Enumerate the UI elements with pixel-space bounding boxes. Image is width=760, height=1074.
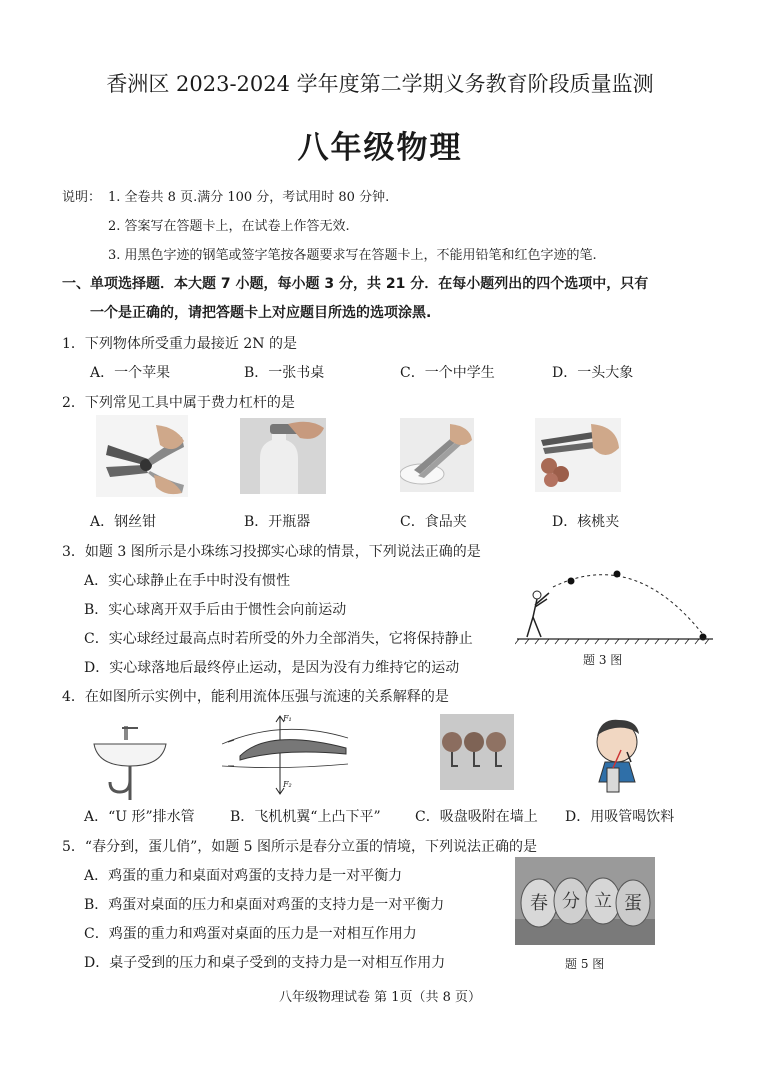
page-footer: 八年级物理试卷 第 1页（共 8 页）: [278, 990, 482, 1005]
note-1: 1. 全卷共 8 页.满分 100 分，考试用时 80 分钟.: [108, 190, 390, 205]
figure-5-caption: 题 5 图: [565, 957, 605, 971]
question-2-option-a: A．钢丝钳: [90, 514, 157, 530]
note-3: 3. 用黑色字迹的钢笔或签字笔按各题要求写在答题卡上，不能用铅笔和红色字迹的笔.: [108, 248, 597, 263]
question-4-stem: 4．在如图所示实例中，能利用流体压强与流速的关系解释的是: [62, 689, 449, 705]
question-1-option-a: A．一个苹果: [90, 365, 171, 381]
question-1-stem: 1．下列物体所受重力最接近 2N 的是: [62, 336, 297, 352]
note-2: 2. 答案写在答题卡上，在试卷上作答无效.: [108, 219, 350, 234]
figure-3-caption: 题 3 图: [583, 653, 623, 667]
shot-put-trajectory-diagram: [515, 565, 715, 645]
drinking-straw-image: [585, 712, 657, 798]
question-4-option-c: C．吸盘吸附在墙上: [415, 809, 538, 825]
force-label-f1: F₁: [283, 714, 292, 723]
question-1-option-c: C．一个中学生: [400, 365, 495, 381]
section-heading-line1: 一、单项选择题．本大题 7 小题，每小题 3 分，共 21 分．在每小题列出的四个选项中，只有: [62, 276, 649, 292]
question-5-option-c: C．鸡蛋的重力和鸡蛋对桌面的压力是一对相互作用力: [84, 926, 417, 942]
question-4-option-a: A．“U 形”排水管: [84, 809, 195, 825]
question-1-option-b: B．一张书桌: [244, 365, 325, 381]
question-2-option-b: B．开瓶器: [244, 514, 311, 530]
exam-subject-title: 八年级物理: [297, 130, 463, 166]
suction-cup-hooks-image: [440, 714, 514, 790]
question-5-option-b: B．鸡蛋对桌面的压力和桌面对鸡蛋的支持力是一对平衡力: [84, 897, 445, 913]
food-tongs-image: [400, 418, 474, 492]
egg-char-3: 立: [594, 891, 612, 912]
egg-char-2: 分: [562, 891, 580, 912]
standing-eggs-photo: [515, 857, 655, 945]
question-2-stem: 2．下列常见工具中属于费力杠杆的是: [62, 395, 295, 411]
notes-label: 说明：: [62, 190, 102, 205]
question-5-stem: 5．“春分到，蛋儿俏”，如题 5 图所示是春分立蛋的情境，下列说法正确的是: [62, 839, 538, 855]
question-5-option-a: A．鸡蛋的重力和桌面对鸡蛋的支持力是一对平衡力: [84, 868, 403, 884]
question-4-option-d: D．用吸管喝饮料: [565, 809, 675, 825]
question-3-stem: 3．如题 3 图所示是小珠练习投掷实心球的情景，下列说法正确的是: [62, 544, 481, 560]
egg-char-4: 蛋: [624, 893, 642, 914]
egg-char-1: 春: [530, 893, 548, 914]
question-3-option-b: B．实心球离开双手后由于惯性会向前运动: [84, 602, 347, 618]
bottle-opener-image: [240, 418, 326, 494]
nutcracker-image: [535, 418, 621, 492]
section-heading-line2: 一个是正确的，请把答题卡上对应题目所选的选项涂黑.: [90, 305, 432, 321]
question-2-option-d: D．核桃夹: [552, 514, 620, 530]
question-2-option-c: C．食品夹: [400, 514, 467, 530]
question-5-option-d: D．桌子受到的压力和桌子受到的支持力是一对相互作用力: [84, 955, 446, 971]
force-label-f2: F₂: [283, 780, 292, 789]
exam-title: 香洲区 2023-2024 学年度第二学期义务教育阶段质量监测: [106, 72, 654, 96]
pliers-image: [96, 415, 188, 497]
question-3-option-a: A．实心球静止在手中时没有惯性: [84, 573, 291, 589]
question-4-option-b: B．飞机机翼“上凸下平”: [230, 809, 381, 825]
question-3-option-d: D．实心球落地后最终停止运动，是因为没有力维持它的运动: [84, 660, 460, 676]
question-1-option-d: D．一头大象: [552, 365, 634, 381]
question-3-option-c: C．实心球经过最高点时若所受的外力全部消失，它将保持静止: [84, 631, 473, 647]
u-drain-pipe-image: [92, 722, 168, 800]
